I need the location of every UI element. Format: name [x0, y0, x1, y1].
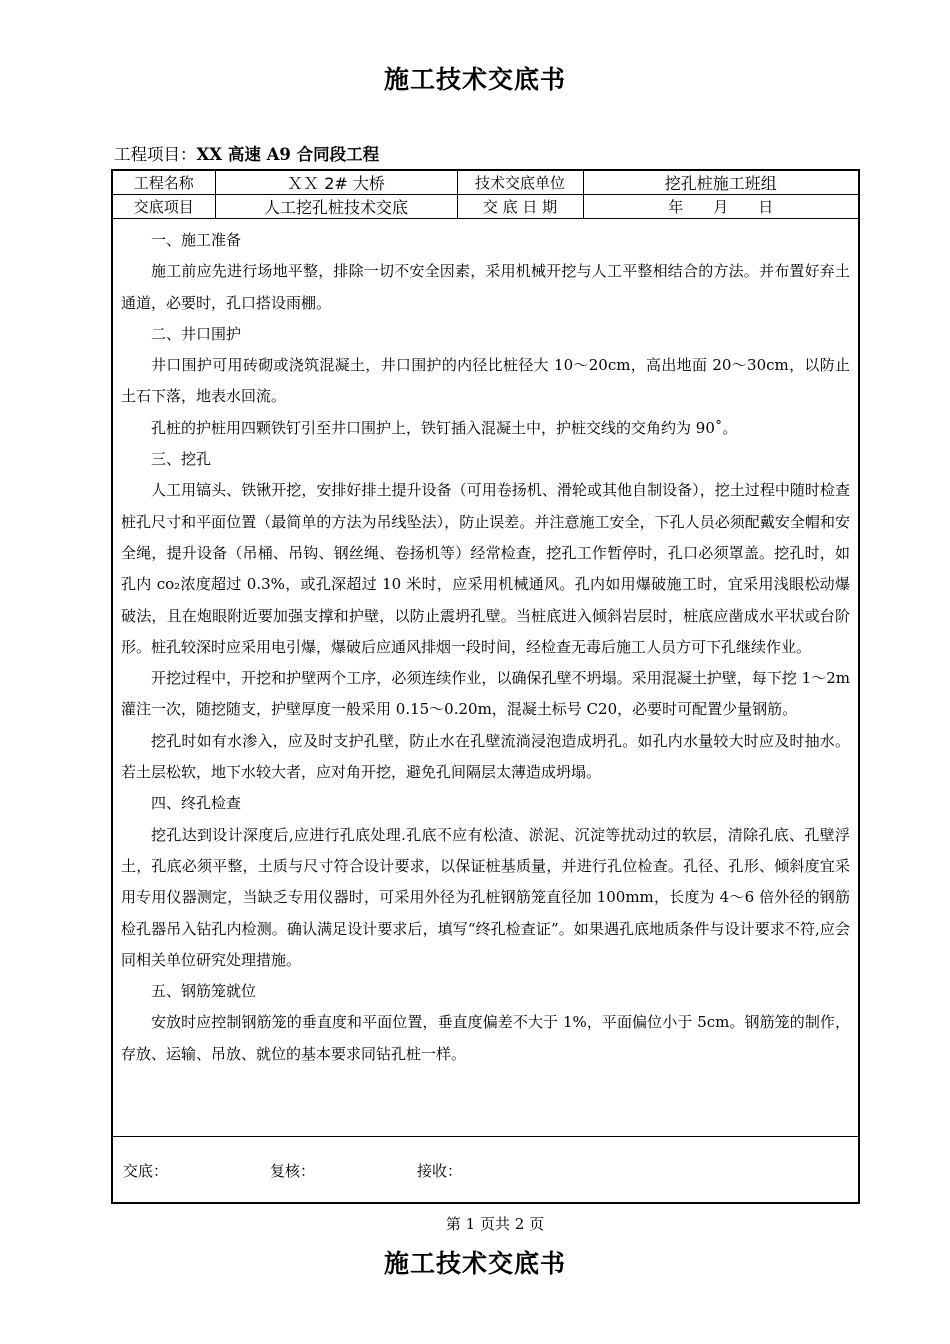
- header-row: [113, 171, 858, 195]
- next-page-title: 施工技术交底书: [383, 1249, 566, 1278]
- header-row: [113, 195, 858, 219]
- handover-label: 交底：: [123, 1162, 169, 1180]
- unit-value: 挖孔桩施工班组: [583, 171, 858, 195]
- project-line: [114, 141, 379, 165]
- section-heading: 五、钢筋笼就位: [151, 982, 257, 1001]
- section-heading: 一、施工准备: [151, 231, 242, 249]
- project-name-label: 工程名称: [113, 171, 215, 195]
- item-label: 交底项目: [113, 195, 215, 219]
- header-table: [113, 171, 858, 219]
- unit-label: 技术交底单位: [457, 171, 583, 195]
- item-value: 人工挖孔桩技术交底: [215, 195, 457, 219]
- section-heading: 四、终孔检查: [151, 794, 242, 813]
- paragraph: 挖孔达到设计深度后,应进行孔底处理.孔底不应有松渣、淤泥、沉淀等扰动过的软层，清除孔底、孔壁浮土，孔底必须平整，土质与尺寸符合设计要求，以保证桩基质量，并进行孔位检查。孔径、孔形、倾斜度宜采用专用仪器测定，当缺乏专用仪器时，可采用外径为孔桩钢筋笼直径加 100mm，长度为 4～6 倍外径的钢筋检孔器吊入钻孔内检测。确认满足设计要求后，填写“终孔检查证”。如果遇孔底地质条件与设计要求不符,应会同相关单位研究处理措施。: [121, 825, 850, 969]
- section-heading: 二、井口围护: [151, 324, 242, 343]
- signature-row: [113, 1136, 858, 1203]
- section-heading: 三、挖孔: [151, 450, 212, 469]
- review-label: 复核：: [270, 1162, 316, 1180]
- paragraph: 开挖过程中，开挖和护壁两个工序，必须连续作业，以确保孔壁不坍塌。采用混凝土护壁，每下挖 1～2m 灌注一次，随挖随支，护壁厚度一般采用 0.15～0.20m，混凝土标号 C20，必要时可配置少量钢筋。: [121, 669, 850, 719]
- project-name-value: ＸＸ 2# 大桥: [215, 171, 457, 195]
- project-value: XX 高速 A9 合同段工程: [196, 145, 380, 164]
- receive-label: 接收：: [417, 1162, 463, 1180]
- paragraph: 孔桩的护桩用四颗铁钉引至井口围护上，铁钉插入混凝土中，护桩交线的交角约为 90˚。: [151, 418, 738, 437]
- paragraph: 人工用镐头、铁锹开挖，安排好排土提升设备（可用卷扬机、滑轮或其他自制设备），挖土过程中随时检查桩孔尺寸和平面位置（最简单的方法为吊线坠法），防止误差。并注意施工安全，下孔人员必须配戴安全帽和安全绳，提升设备（吊桶、吊钩、钢丝绳、卷扬机等）经常检查，挖孔工作暂停时，孔口必须罩盖。挖孔时，如孔内 co₂浓度超过 0.3%，或孔深超过 10 米时，应采用机械通风。孔内如用爆破施工时，宜采用浅眼松动爆破法，且在炮眼附近要加强支撑和护壁，以防止震坍孔壁。当桩底进入倾斜岩层时，桩底应凿成水平状或台阶形。桩孔较深时应采用电引爆，爆破后应通风排烟一段时间，经检查无毒后施工人员方可下孔继续作业。: [121, 481, 850, 656]
- document-title: 施工技术交底书: [383, 65, 566, 94]
- paragraph: 挖孔时如有水渗入，应及时支护孔壁，防止水在孔壁流淌浸泡造成坍孔。如孔内水量较大时应及时抽水。若土层松软，地下水较大者，应对角开挖，避免孔间隔层太薄造成坍塌。: [121, 731, 850, 782]
- paragraph: 安放时应控制钢筋笼的垂直度和平面位置，垂直度偏差不大于 1%，平面偏位小于 5cm。钢筋笼的制作，存放、运输、吊放、就位的基本要求同钻孔桩一样。: [121, 1013, 850, 1063]
- paragraph: 施工前应先进行场地平整，排除一切不安全因素，采用机械开挖与人工平整相结合的方法。并布置好弃土通道，必要时，孔口搭设雨棚。: [121, 262, 850, 312]
- disclosure-form: [111, 169, 860, 1204]
- project-label: 工程项目：: [114, 145, 197, 164]
- date-label: 交 底 日 期: [457, 195, 583, 219]
- paragraph: 井口围护可用砖砌或浇筑混凝土，井口围护的内径比桩径大 10～20cm，高出地面 20～30cm，以防止土石下落，地表水回流。: [121, 356, 850, 406]
- page-number: 第 1 页共 2 页: [445, 1215, 545, 1233]
- date-value: 年 月 日: [583, 195, 858, 219]
- disclosure-content: [113, 219, 858, 1136]
